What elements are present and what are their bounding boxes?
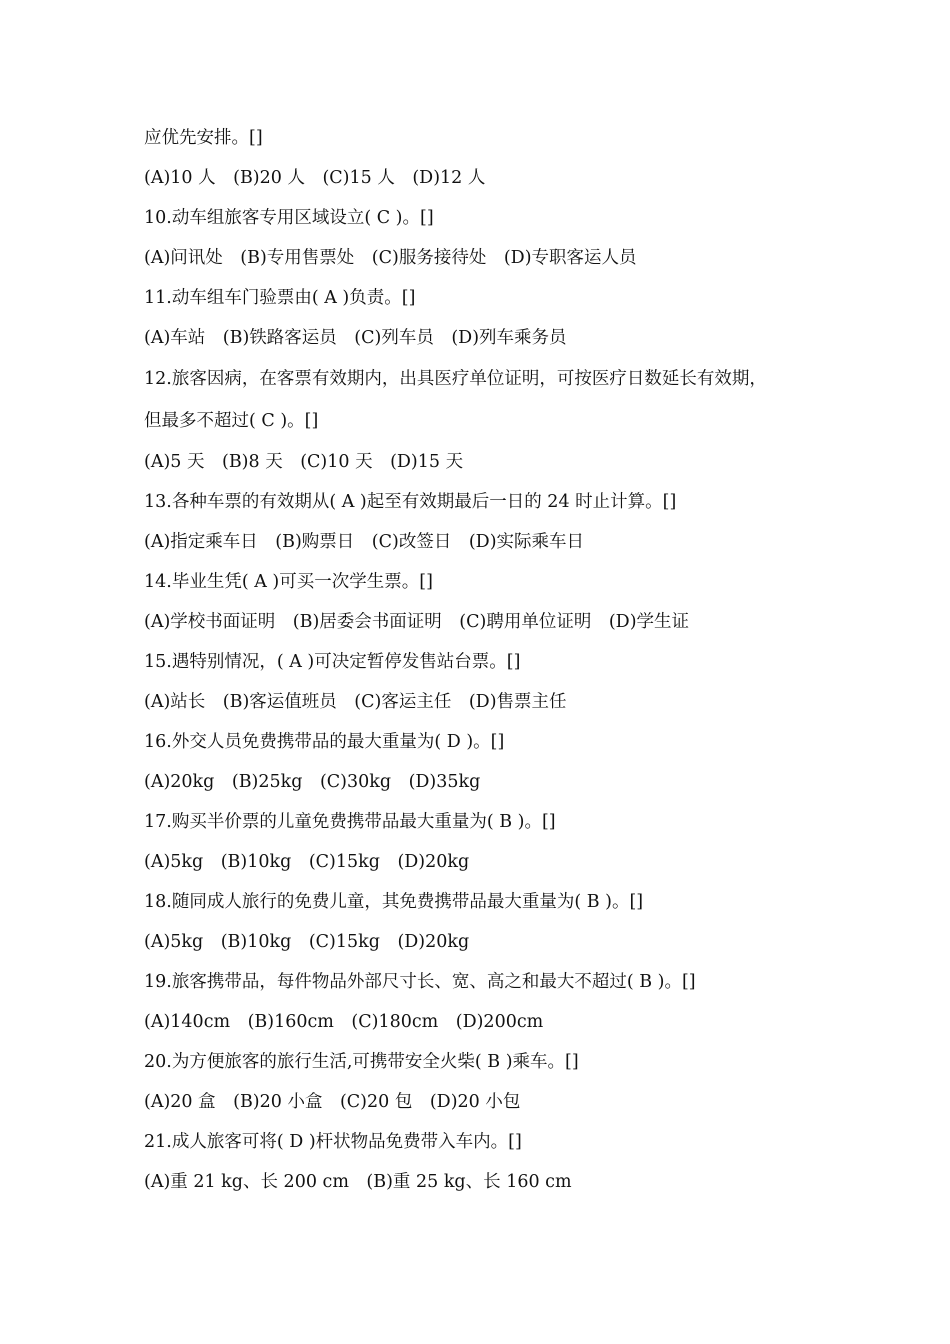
text-line: 应优先安排。[] <box>144 128 263 148</box>
answer-options: (A)学校书面证明 (B)居委会书面证明 (C)聘用单位证明 (D)学生证 <box>144 612 690 632</box>
document-body <box>144 118 834 1202</box>
answer-options: (A)重 21 kg、长 200 cm (B)重 25 kg、长 160 cm <box>144 1172 572 1192</box>
question-16: 16.外交人员免费携带品的最大重量为( D )。[] <box>144 732 505 752</box>
answer-options: (A)5 天 (B)8 天 (C)10 天 (D)15 天 <box>144 452 464 472</box>
question-18: 18.随同成人旅行的免费儿童，其免费携带品最大重量为( B )。[] <box>144 892 644 912</box>
answer-options: (A)问讯处 (B)专用售票处 (C)服务接待处 (D)专职客运人员 <box>144 248 637 268</box>
answer-options: (A)20kg (B)25kg (C)30kg (D)35kg <box>144 772 481 792</box>
question-19: 19.旅客携带品，每件物品外部尺寸长、宽、高之和最大不超过( B )。[] <box>144 972 696 992</box>
question-12-continued: 但最多不超过( C )。[] <box>144 411 319 431</box>
answer-options: (A)5kg (B)10kg (C)15kg (D)20kg <box>144 932 470 952</box>
answer-options: (A)140cm (B)160cm (C)180cm (D)200cm <box>144 1012 544 1032</box>
question-12: 12.旅客因病，在客票有效期内，出具医疗单位证明，可按医疗日数延长有效期， <box>144 369 767 389</box>
question-20: 20.为方便旅客的旅行生活,可携带安全火柴( B )乘车。[] <box>144 1052 579 1072</box>
answer-options: (A)站长 (B)客运值班员 (C)客运主任 (D)售票主任 <box>144 692 567 712</box>
question-14: 14.毕业生凭( A )可买一次学生票。[] <box>144 572 433 592</box>
question-10: 10.动车组旅客专用区域设立( C )。[] <box>144 208 434 228</box>
answer-options: (A)10 人 (B)20 人 (C)15 人 (D)12 人 <box>144 168 486 188</box>
question-21: 21.成人旅客可将( D )杆状物品免费带入车内。[] <box>144 1132 522 1152</box>
question-15: 15.遇特别情况，( A )可决定暂停发售站台票。[] <box>144 652 521 672</box>
answer-options: (A)指定乘车日 (B)购票日 (C)改签日 (D)实际乘车日 <box>144 532 585 552</box>
question-13: 13.各种车票的有效期从( A )起至有效期最后一日的 24 时止计算。[] <box>144 492 677 512</box>
question-17: 17.购买半价票的儿童免费携带品最大重量为( B )。[] <box>144 812 556 832</box>
answer-options: (A)20 盒 (B)20 小盒 (C)20 包 (D)20 小包 <box>144 1092 521 1112</box>
question-11: 11.动车组车门验票由( A )负责。[] <box>144 288 416 308</box>
answer-options: (A)5kg (B)10kg (C)15kg (D)20kg <box>144 852 470 872</box>
answer-options: (A)车站 (B)铁路客运员 (C)列车员 (D)列车乘务员 <box>144 328 567 348</box>
